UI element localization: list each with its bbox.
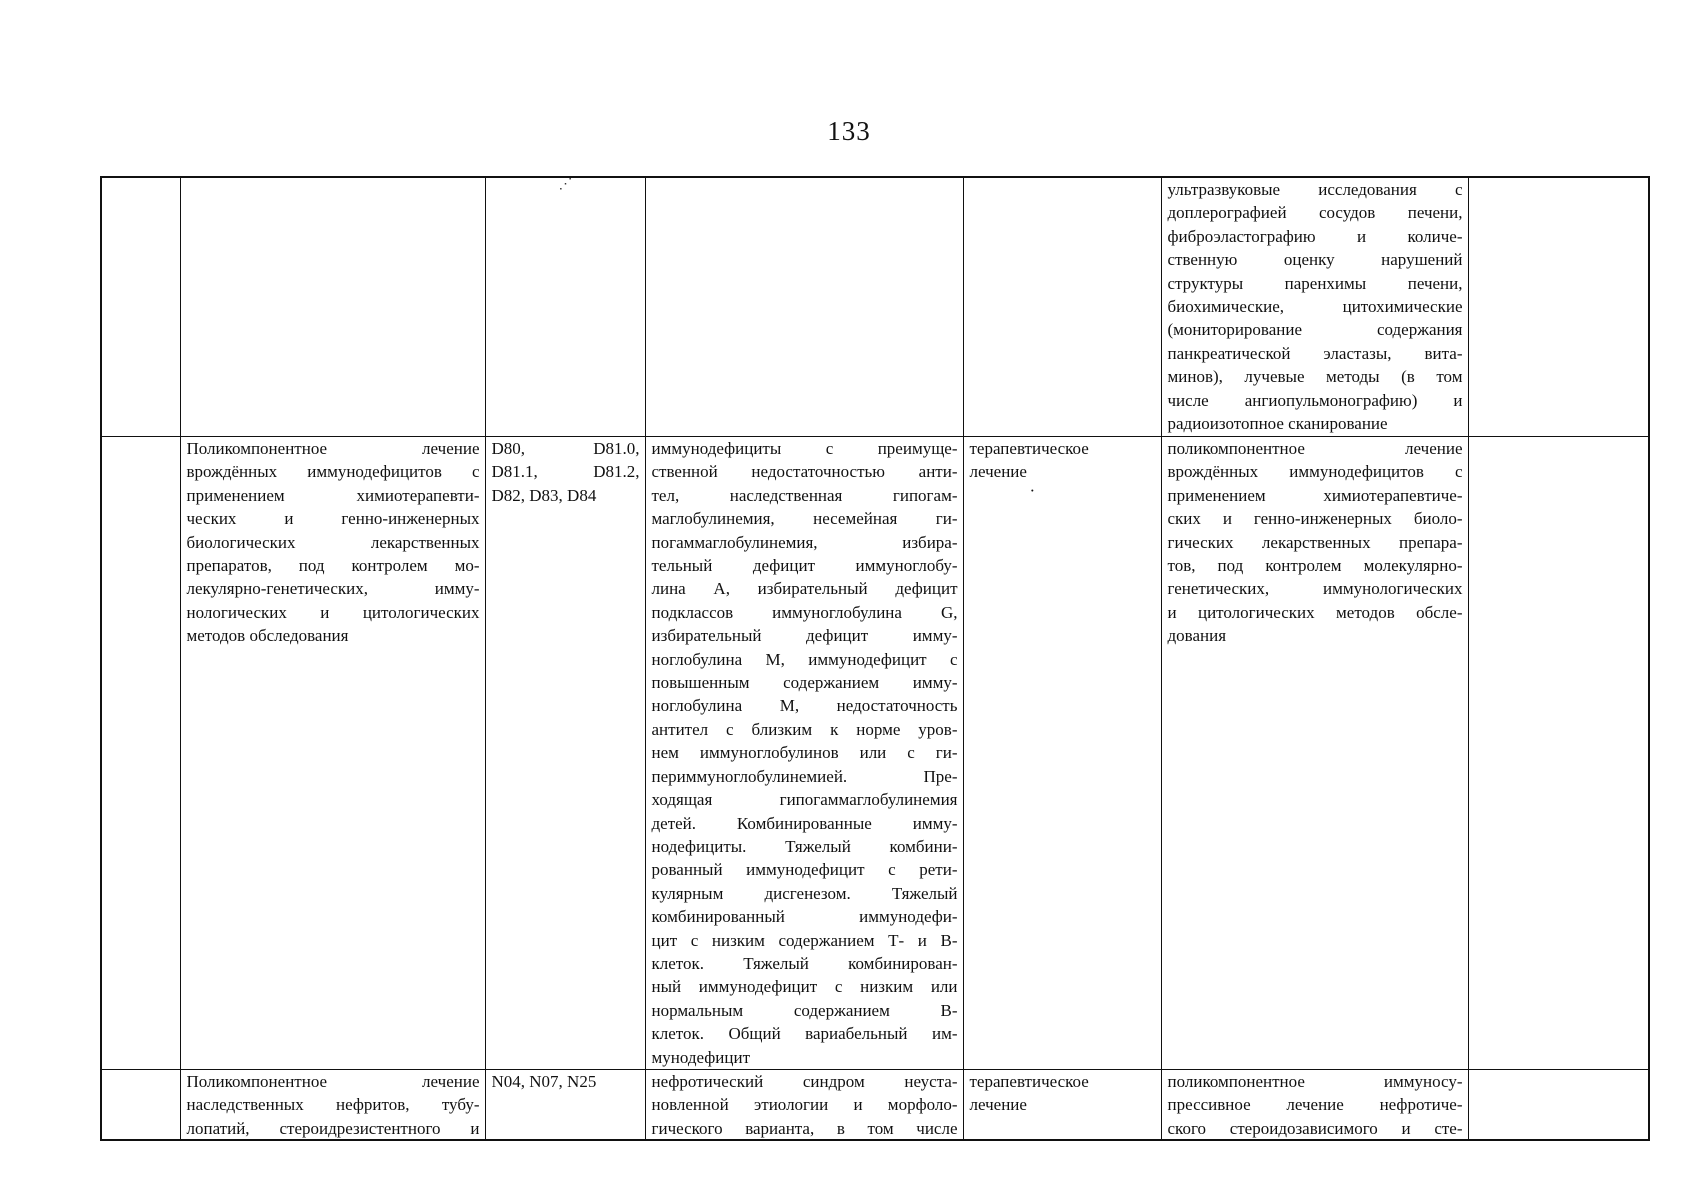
text-line: антител с близким к норме уров- [651,719,958,739]
text-line: препаратов, под контролем мо- [186,556,480,576]
text-line: биохимические, цитохимические [1167,297,1463,317]
text-line: кулярным дисгенезом. Тяжелый [651,883,958,903]
text-line: подклассов иммуноглобулина G, [651,602,958,622]
icd-codes-cell [485,178,645,437]
text-line: методов обследования [186,626,349,646]
text-line: ственную оценку нарушений [1167,250,1463,270]
text-line: гических лекарственных препара- [1167,532,1463,552]
text-line: лина А, избирательный дефицит [651,579,958,599]
text-line: поликомпонентное лечение [1167,439,1463,458]
text-line: повышенным содержанием имму- [651,673,958,693]
text-line: лекулярно-генетических, имму- [186,579,480,599]
table-row [102,1069,1648,1141]
text-line: панкреатической эластазы, вита- [1167,343,1463,363]
treatment-method-cell [1161,437,1468,1070]
treatment-type-cell [963,437,1161,1070]
text-line: (мониторирование содержания [1167,320,1463,340]
text-line: минов), лучевые методы (в том [1167,367,1463,387]
disease-model-cell [645,178,963,437]
text-line: тельный дефицит иммуноглобу- [651,556,958,576]
text-line: нодефициты. Тяжелый комбини- [651,836,958,856]
text-line: применением химиотерапевтиче- [1167,485,1463,505]
disease-model-cell [645,437,963,1070]
text-line: нормальным содержанием В- [651,1000,958,1020]
text-line: дования [1167,626,1227,646]
text-line: нологических и цитологических [186,602,480,622]
text-line: структуры паренхимы печени, [1167,273,1463,293]
row-number-cell [102,437,180,1070]
treatment-method-cell [1161,178,1468,437]
text-line: Поликомпонентное лечение [186,439,480,458]
text-line: тел, наследственная гипогам- [651,485,958,505]
text-line: маглобулинемия, несемейная ги- [651,509,958,529]
text-line: ходящая гипогаммаглобулинемия [651,790,958,810]
text-line: врождённых иммунодефицитов с [1167,462,1463,482]
text-line: гического варианта, в том числе [651,1118,958,1138]
treatment-name-cell [180,437,485,1070]
text-line: лечение [969,462,1027,482]
text-line: комбинированный иммунодефи- [651,907,958,927]
icd-code-line: D80, D81.0, [491,439,640,458]
text-line: ноглобулина М, иммунодефицит с [651,649,958,669]
text-line: периммуноглобулинемией. Пре- [651,766,958,786]
scan-artifact-mark: · [1029,480,1036,500]
medical-care-table [100,176,1650,1141]
treatment-method-cell [1161,1069,1468,1141]
scan-artifact-mark: ⋰ [558,178,573,192]
text-line: и цитологических методов обсле- [1167,602,1463,622]
text-line: прессивное лечение нефротиче- [1167,1095,1463,1115]
text-line: нем иммуноглобулинов или с ги- [651,743,958,763]
treatment-type-cell [963,178,1161,437]
text-line: лечение [969,1095,1027,1115]
text-line: доплерографией сосудов печени, [1167,203,1463,223]
cost-cell [1468,1069,1648,1141]
text-line: радиоизотопное сканирование [1167,414,1388,434]
icd-codes-cell [485,437,645,1070]
text-line: мунодефицит [651,1047,751,1067]
cost-cell [1468,178,1648,437]
treatment-name-cell [180,178,485,437]
text-line: избирательный дефицит имму- [651,626,958,646]
text-line: ских и генно-инженерных биоло- [1167,509,1463,529]
text-line: детей. Комбинированные имму- [651,813,958,833]
text-line: применением химиотерапевти- [186,485,480,505]
text-line: рованный иммунодефицит с рети- [651,860,958,880]
text-line: новленной этиологии и морфоло- [651,1095,958,1115]
text-line: числе ангиопульмонографию) и [1167,390,1463,410]
row-number-cell [102,1069,180,1141]
text-line: генетических, иммунологических [1167,579,1463,599]
text-line: тов, под контролем молекулярно- [1167,556,1463,576]
icd-code-line: D82, D83, D84 [491,485,597,505]
icd-code-line: N04, N07, N25 [491,1071,597,1091]
text-line: цит с низким содержанием Т- и В- [651,930,958,950]
treatment-name-cell [180,1069,485,1141]
text-line: врождённых иммунодефицитов с [186,462,480,482]
text-line: терапевтическое [969,1071,1089,1091]
text-line: поликомпонентное иммуносу- [1167,1071,1463,1091]
row-number-cell [102,178,180,437]
disease-model-cell [645,1069,963,1141]
text-line: Поликомпонентное лечение [186,1071,480,1091]
text-line: фиброэластографию и количе- [1167,226,1463,246]
text-line: погаммаглобулинемия, избира- [651,532,958,552]
treatment-type-cell [963,1069,1161,1141]
text-line: нефротический синдром неуста- [651,1071,958,1091]
text-line: ноглобулина М, недостаточность [651,696,958,716]
text-line: биологических лекарственных [186,532,480,552]
page-number: 133 [827,116,871,146]
table-row [102,178,1648,437]
text-line: ского стероидозависимого и сте- [1167,1118,1463,1138]
table-row [102,437,1648,1070]
cost-cell [1468,437,1648,1070]
text-line: иммунодефициты с преимуще- [651,439,958,458]
text-line: терапевтическое [969,439,1089,458]
text-line: ческих и генно-инженерных [186,509,480,529]
text-line: наследственных нефритов, тубу- [186,1095,480,1115]
text-line: клеток. Общий вариабельный им- [651,1024,958,1044]
table-body [102,178,1648,1141]
text-line: ультразвуковые исследования с [1167,180,1463,199]
text-line: ный иммунодефицит с низким или [651,977,958,997]
text-line: ственной недостаточностью анти- [651,462,958,482]
icd-code-line: D81.1, D81.2, [491,462,640,482]
text-line: лопатий, стероидрезистентного и [186,1118,480,1138]
icd-codes-cell [485,1069,645,1141]
text-line: клеток. Тяжелый комбинирован- [651,953,958,973]
